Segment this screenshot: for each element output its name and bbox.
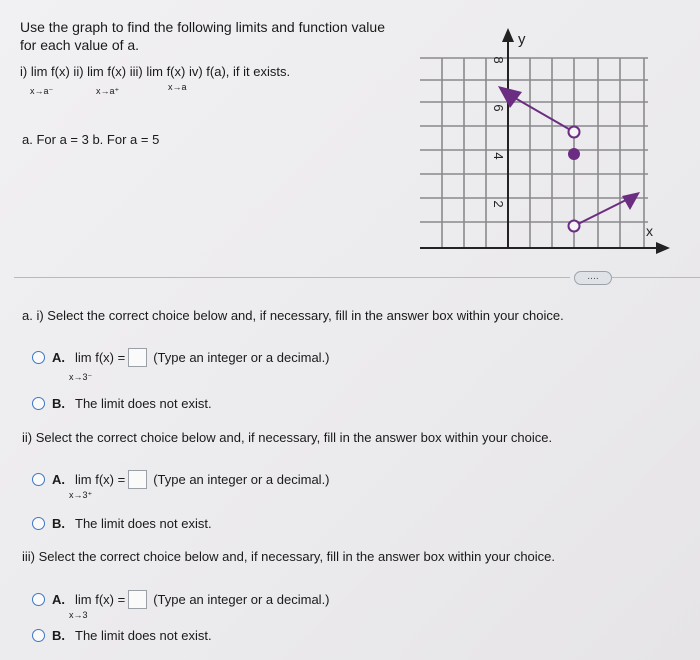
question-ii-radio-a[interactable] (32, 473, 45, 486)
question-iii-choice-a[interactable] (32, 590, 330, 609)
question-ii-radio-b[interactable] (32, 517, 45, 530)
function-curve (508, 94, 626, 226)
y-axis-arrow (502, 28, 514, 42)
question-ii-prompt: ii) Select the correct choice below and, if necessary, fill in the answer box within your choice. (22, 430, 553, 445)
x-axis-arrow (656, 242, 670, 254)
tick-labels (491, 56, 506, 207)
limit-expression: lim f(x) = (75, 350, 126, 365)
cases-text: a. For a = 3 b. For a = 5 (22, 132, 160, 147)
answer-hint: (Type an integer or a decimal.) (153, 350, 330, 365)
choice-text: The limit does not exist. (75, 516, 212, 531)
tick-label-4: 4 (491, 152, 506, 160)
intro-line-2: for each value of a. (20, 37, 140, 53)
part-ii-subscript: x→a⁺ (96, 86, 120, 96)
filled-point (568, 148, 580, 160)
choice-letter: A. (52, 472, 65, 487)
intro-line-1: Use the graph to find the following limits and function value (20, 19, 385, 35)
y-axis-label: y (518, 31, 526, 48)
question-ii-limit-subscript: x→3⁺ (69, 490, 93, 500)
question-iii-limit-subscript: x→3 (69, 610, 88, 620)
part-iii-subscript: x→a (168, 82, 187, 92)
question-iii-radio-b[interactable] (32, 629, 45, 642)
open-point-lower (569, 221, 580, 232)
question-ii-choice-a[interactable] (32, 470, 330, 489)
divider-right (612, 277, 700, 278)
divider (14, 277, 570, 278)
question-i-choice-a[interactable] (32, 348, 330, 367)
tick-label-8: 8 (491, 56, 506, 64)
choice-letter: B. (52, 396, 65, 411)
choice-letter: A. (52, 350, 65, 365)
tick-label-6: 6 (491, 104, 506, 112)
x-axis-label: x (646, 223, 653, 239)
open-point-upper (569, 127, 580, 138)
answer-hint: (Type an integer or a decimal.) (153, 592, 330, 607)
question-i-choice-b[interactable] (32, 396, 212, 411)
question-ii-choice-b[interactable] (32, 516, 212, 531)
choice-text: The limit does not exist. (75, 396, 212, 411)
choice-letter: B. (52, 628, 65, 643)
question-i-radio-a[interactable] (32, 351, 45, 364)
axes (420, 36, 660, 248)
question-iii-choice-b[interactable] (32, 628, 212, 643)
question-iii-answer-box[interactable] (128, 590, 147, 609)
question-i-radio-b[interactable] (32, 397, 45, 410)
more-button[interactable]: .... (574, 271, 612, 285)
limit-expression: lim f(x) = (75, 592, 126, 607)
choice-letter: A. (52, 592, 65, 607)
answer-hint: (Type an integer or a decimal.) (153, 472, 330, 487)
tick-label-2: 2 (491, 200, 506, 208)
question-i-answer-box[interactable] (128, 348, 147, 367)
question-iii-radio-a[interactable] (32, 593, 45, 606)
grid (420, 58, 648, 248)
parts-list: i) lim f(x) ii) lim f(x) iii) lim f(x) iv) f(a), if it exists. (20, 64, 291, 79)
function-graph (408, 22, 680, 262)
question-ii-answer-box[interactable] (128, 470, 147, 489)
problem-intro (20, 18, 390, 54)
limit-expression: lim f(x) = (75, 472, 126, 487)
question-i-limit-subscript: x→3⁻ (69, 372, 93, 382)
choice-letter: B. (52, 516, 65, 531)
question-i-prompt: a. i) Select the correct choice below and, if necessary, fill in the answer box within your choice. (22, 308, 564, 323)
choice-text: The limit does not exist. (75, 628, 212, 643)
part-i-subscript: x→a⁻ (30, 86, 54, 96)
question-iii-prompt: iii) Select the correct choice below and, if necessary, fill in the answer box within your choice. (22, 549, 556, 564)
